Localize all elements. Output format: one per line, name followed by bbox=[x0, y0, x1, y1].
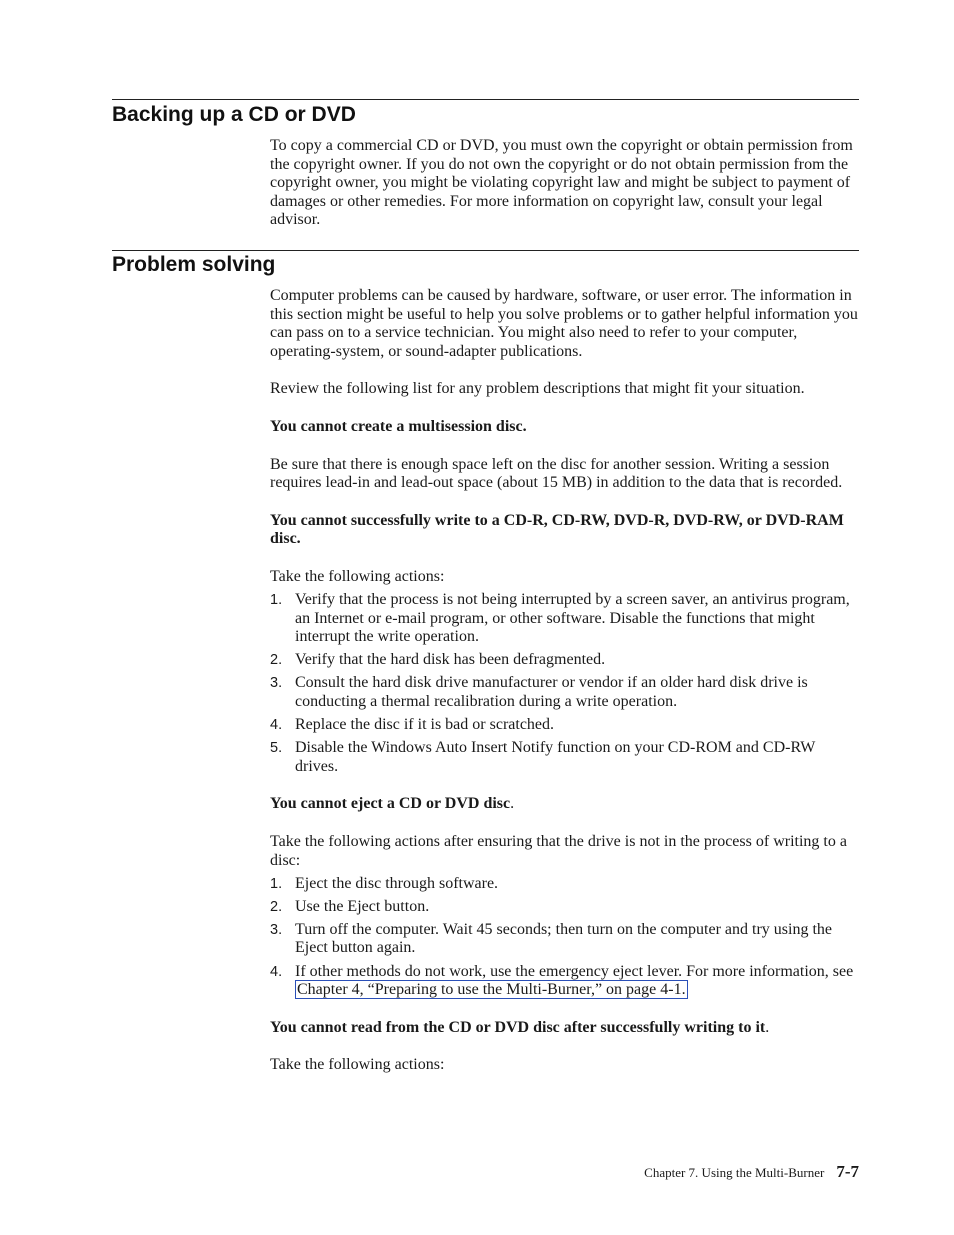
list-text: Verify that the process is not being interrupted by a screen saver, an antivirus program, an Internet or e-mail program, or other software. Disable the functions that might interrupt the write operation. bbox=[295, 591, 850, 646]
list-item bbox=[270, 716, 860, 735]
list-item bbox=[270, 591, 860, 647]
action-list-write bbox=[270, 591, 860, 776]
problem-lead-eject: Take the following actions after ensuring that the drive is not in the process of writing to a disc: bbox=[270, 832, 847, 869]
list-text: Eject the disc through software. bbox=[295, 874, 499, 892]
section-heading-backing-up: Backing up a CD or DVD bbox=[112, 103, 356, 126]
list-text: Replace the disc if it is bad or scratched. bbox=[295, 716, 555, 734]
list-number: 4. bbox=[270, 963, 283, 980]
section-divider bbox=[112, 250, 859, 251]
page-number: 7-7 bbox=[836, 1162, 859, 1181]
list-number: 3. bbox=[270, 675, 283, 692]
problem-lead-read: Take the following actions: bbox=[270, 1056, 445, 1074]
problem-title-eject-end: . bbox=[510, 795, 515, 813]
problem-title-read-end: . bbox=[765, 1018, 770, 1036]
problem-title-read: You cannot read from the CD or DVD disc after successfully writing to it bbox=[270, 1018, 766, 1036]
list-text: Use the Eject button. bbox=[295, 897, 430, 915]
list-item bbox=[270, 674, 860, 711]
problem-lead-write: Take the following actions: bbox=[270, 567, 445, 585]
list-number: 5. bbox=[270, 740, 283, 757]
footer-chapter-title: Chapter 7. Using the Multi-Burner bbox=[644, 1165, 825, 1180]
list-text: If other methods do not work, use the emergency eject lever. For more information, see bbox=[295, 962, 854, 980]
list-item bbox=[270, 963, 860, 1000]
action-list-eject bbox=[270, 875, 860, 1000]
chapter-4-cross-reference-link[interactable]: Chapter 4, “Preparing to use the Multi-Burner,” on page 4-1. bbox=[297, 981, 686, 999]
section-body-problem-solving bbox=[270, 287, 860, 1075]
list-number: 3. bbox=[270, 921, 283, 938]
list-text: Verify that the hard disk has been defragmented. bbox=[295, 651, 606, 669]
list-item bbox=[270, 739, 860, 776]
list-item bbox=[270, 875, 860, 894]
problem-text-multisession: Be sure that there is enough space left on the disc for another session. Writing a session requires lead-in and lead-out space (about 15 MB) in addition to the data that is recorded. bbox=[270, 455, 843, 492]
problem-title-write: You cannot successfully write to a CD-R, CD-RW, DVD-R, DVD-RW, or DVD-RAM disc. bbox=[270, 511, 844, 548]
list-item bbox=[270, 921, 860, 958]
problem-title-read-line bbox=[270, 1019, 860, 1038]
intro-paragraph: Computer problems can be caused by hardware, software, or user error. The information in this section might be useful to help you solve problems or to gather helpful information you can pass on to a service technician. You might also need to refer to your computer, operating-system, or sound-adapter publications. bbox=[270, 287, 858, 360]
list-item bbox=[270, 651, 860, 670]
list-number: 2. bbox=[270, 898, 283, 915]
list-number: 1. bbox=[270, 592, 283, 609]
page-footer bbox=[644, 1162, 859, 1182]
section-heading-problem-solving: Problem solving bbox=[112, 253, 276, 276]
copyright-paragraph: To copy a commercial CD or DVD, you must own the copyright or obtain permission from the copyright owner. If you do not own the copyright or do not obtain permission from the copyright owner, you might be violating copyright law and might be subject to payment of damages or other remedies. For more information on copyright law, consult your legal advisor. bbox=[270, 137, 853, 229]
section-body-backing-up bbox=[270, 137, 860, 230]
section-divider bbox=[112, 99, 859, 100]
list-number: 4. bbox=[270, 717, 283, 734]
review-paragraph: Review the following list for any problem descriptions that might fit your situation. bbox=[270, 380, 805, 398]
list-text: Disable the Windows Auto Insert Notify function on your CD-ROM and CD-RW drives. bbox=[295, 739, 816, 775]
list-text: Turn off the computer. Wait 45 seconds; then turn on the computer and try using the Eject button again. bbox=[295, 920, 832, 957]
list-number: 1. bbox=[270, 875, 283, 892]
problem-title-eject: You cannot eject a CD or DVD disc bbox=[270, 795, 511, 813]
list-text: Consult the hard disk drive manufacturer or vendor if an older hard disk drive is conducting a thermal recalibration during a write operation. bbox=[295, 674, 808, 710]
list-number: 2. bbox=[270, 652, 283, 669]
problem-title-eject-line bbox=[270, 795, 860, 814]
problem-title-multisession: You cannot create a multisession disc. bbox=[270, 417, 527, 435]
list-item bbox=[270, 898, 860, 917]
